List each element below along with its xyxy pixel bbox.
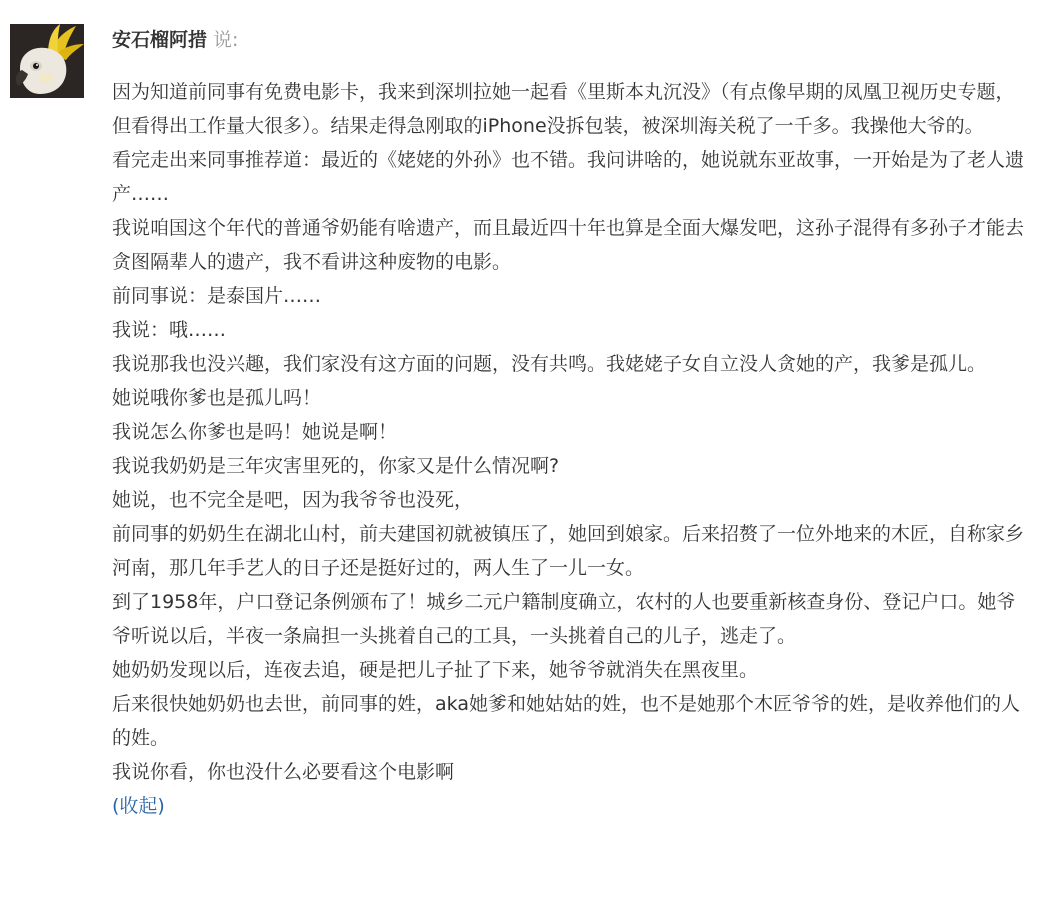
comment-paragraph: 前同事的奶奶生在湖北山村，前夫建国初就被镇压了，她回到娘家。后来招赘了一位外地来的木匠，自称家乡河南，那几年手艺人的日子还是挺好过的，两人生了一儿一女。 (112, 523, 1025, 579)
collapse-link[interactable]: (收起) (112, 795, 165, 817)
comment-paragraph: 她说哦你爹也是孤儿吗！ (112, 387, 322, 409)
comment-header (112, 24, 1032, 56)
comment-paragraph: 我说你看，你也没什么必要看这个电影啊 (112, 761, 455, 783)
avatar[interactable] (10, 24, 84, 98)
comment-paragraph: 因为知道前同事有免费电影卡，我来到深圳拉她一起看《里斯本丸沉没》（有点像早期的凤凰卫视历史专题，但看得出工作量大很多）。结果走得急刚取的iPhone没拆包装，被深圳海关税了一千多。我操他大爷的。 (112, 81, 1015, 137)
comment-paragraph: 我说那我也没兴趣，我们家没有这方面的问题，没有共鸣。我姥姥子女自立没人贪她的产，我爹是孤儿。 (112, 353, 987, 375)
comment-content (112, 24, 1032, 823)
comment-paragraph: 我说：哦…… (112, 319, 227, 341)
author-name[interactable]: 安石榴阿措 (112, 29, 208, 51)
comment-paragraph: 后来很快她奶奶也去世，前同事的姓，aka她爹和她姑姑的姓，也不是她那个木匠爷爷的姓，是收养他们的人的姓。 (112, 693, 1020, 749)
says-label: 说: (213, 29, 239, 51)
comment-paragraph: 我说怎么你爹也是吗！她说是啊！ (112, 421, 398, 443)
comment-paragraph: 到了1958年，户口登记条例颁布了！城乡二元户籍制度确立，农村的人也要重新核查身份、登记户口。她爷爷听说以后，半夜一条扁担一头挑着自己的工具，一头挑着自己的儿子，逃走了。 (112, 591, 1016, 647)
comment-paragraph: 我说我奶奶是三年灾害里死的，你家又是什么情况啊? (112, 455, 560, 477)
cockatoo-avatar-icon (10, 24, 84, 98)
comment-paragraph: 我说咱国这个年代的普通爷奶能有啥遗产，而且最近四十年也算是全面大爆发吧，这孙子混得有多孙子才能去贪图隔辈人的遗产，我不看讲这种废物的电影。 (112, 217, 1025, 273)
comment-paragraph: 看完走出来同事推荐道：最近的《姥姥的外孙》也不错。我问讲啥的，她说就东亚故事，一开始是为了老人遗产…… (112, 149, 1025, 205)
comment-paragraph: 她奶奶发现以后，连夜去追，硬是把儿子扯了下来，她爷爷就消失在黑夜里。 (112, 659, 759, 681)
comment-body (112, 75, 1032, 823)
comment-paragraph: 前同事说：是泰国片…… (112, 285, 322, 307)
comment-paragraph: 她说，也不完全是吧，因为我爷爷也没死， (112, 489, 474, 511)
